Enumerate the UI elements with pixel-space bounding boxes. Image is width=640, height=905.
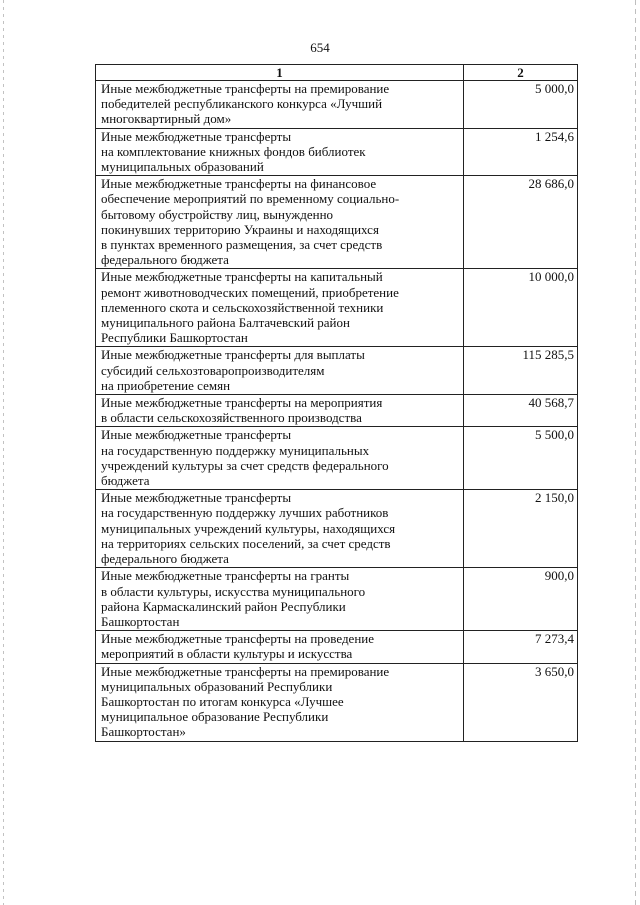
row-description: Иные межбюджетные трансферты на гранты в области культуры, искусства муниципального района Кармаскалинский район Республики Башкортостан — [96, 568, 464, 631]
row-description: Иные межбюджетные трансферты на проведение мероприятий в области культуры и искусства — [96, 631, 464, 663]
row-amount: 40 568,7 — [464, 395, 578, 427]
table-row — [96, 490, 578, 568]
table-row — [96, 427, 578, 490]
row-description: Иные межбюджетные трансферты на комплектование книжных фондов библиотек муниципальных образований — [96, 128, 464, 176]
row-amount: 28 686,0 — [464, 176, 578, 269]
row-description: Иные межбюджетные трансферты на государственную поддержку муниципальных учреждений культуры за счет средств федерального бюджета — [96, 427, 464, 490]
row-amount: 10 000,0 — [464, 269, 578, 347]
row-amount: 7 273,4 — [464, 631, 578, 663]
column-header-1: 1 — [96, 65, 464, 81]
row-description: Иные межбюджетные трансферты на капитальный ремонт животноводческих помещений, приобретение племенного скота и сельскохозяйственной техники муниципального района Балтачевский район Республики Башкортостан — [96, 269, 464, 347]
table-row — [96, 347, 578, 395]
row-amount: 2 150,0 — [464, 490, 578, 568]
column-header-2: 2 — [464, 65, 578, 81]
table-row — [96, 176, 578, 269]
row-description: Иные межбюджетные трансферты на государственную поддержку лучших работников муниципальных учреждений культуры, находящихся на территориях сельских поселений, за счет средств федерального бюджета — [96, 490, 464, 568]
row-amount: 1 254,6 — [464, 128, 578, 176]
row-amount: 5 000,0 — [464, 81, 578, 129]
table-header-row — [96, 65, 578, 81]
scan-edge-left — [3, 0, 4, 905]
row-amount: 3 650,0 — [464, 663, 578, 741]
row-amount: 115 285,5 — [464, 347, 578, 395]
row-description: Иные межбюджетные трансферты для выплаты субсидий сельхозтоваропроизводителям на приобретение семян — [96, 347, 464, 395]
table-row — [96, 568, 578, 631]
row-description: Иные межбюджетные трансферты на премирование муниципальных образований Республики Башкортостан по итогам конкурса «Лучшее муниципальное образование Республики Башкортостан» — [96, 663, 464, 741]
row-description: Иные межбюджетные трансферты на мероприятия в области сельскохозяйственного производства — [96, 395, 464, 427]
table-row — [96, 81, 578, 129]
scan-edge-right — [635, 0, 636, 905]
table-row — [96, 663, 578, 741]
table-row — [96, 631, 578, 663]
row-description: Иные межбюджетные трансферты на финансовое обеспечение мероприятий по временному социально- бытовому обустройству лиц, вынужденно покинувших территорию Украины и находящихся в пунктах временного размещения, за счет средств федерального бюджета — [96, 176, 464, 269]
table-row — [96, 395, 578, 427]
table-row — [96, 128, 578, 176]
page-number: 654 — [310, 40, 330, 55]
table-row — [96, 269, 578, 347]
row-amount: 5 500,0 — [464, 427, 578, 490]
transfers-table — [95, 64, 578, 742]
row-description: Иные межбюджетные трансферты на премирование победителей республиканского конкурса «Лучший многоквартирный дом» — [96, 81, 464, 129]
row-amount: 900,0 — [464, 568, 578, 631]
